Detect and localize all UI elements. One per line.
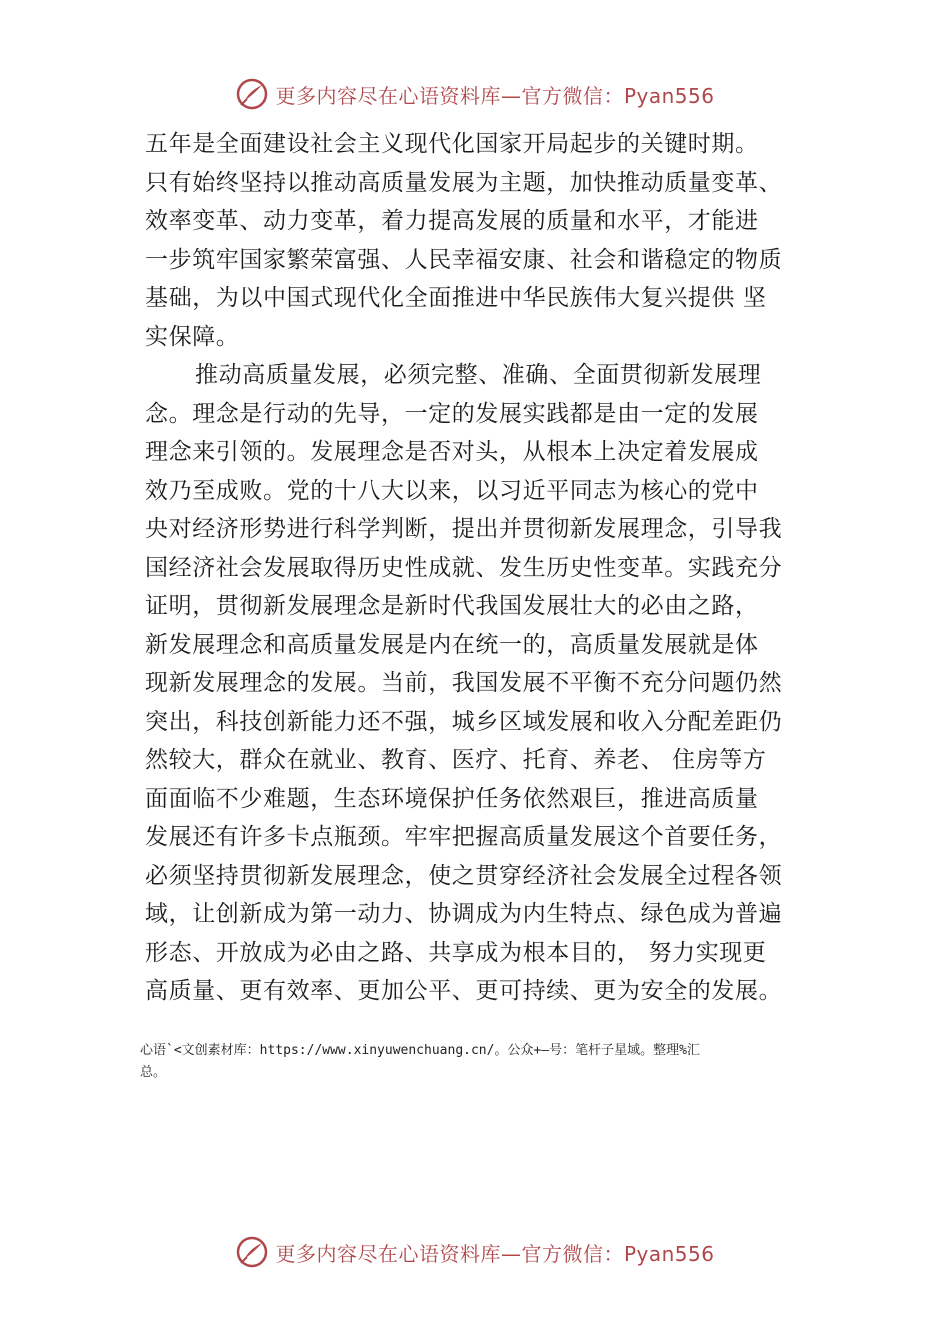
footer-banner xyxy=(0,1230,950,1274)
text-line: 基础，为以中国式现代化全面推进中华民族伟大复兴提供 坚 xyxy=(145,285,767,311)
text-line: 新发展理念和高质量发展是内在统一的，高质量发展就是体 xyxy=(145,631,759,658)
source-note xyxy=(140,1040,830,1084)
text-line: 效率变革、动力变革，着力提高发展的质量和水平，才能进 xyxy=(145,208,759,234)
paragraph-1 xyxy=(145,125,835,356)
header-banner xyxy=(0,72,950,116)
text-line: 形态、开放成为必由之路、共享成为根本目的， 努力实现更 xyxy=(145,939,767,966)
text-line: 五年是全面建设社会主义现代化国家开局起步的关键时期。 xyxy=(145,131,759,157)
text-line: 推动高质量发展，必须完整、准确、全面贯彻新发展理 xyxy=(195,362,762,388)
text-line: 只有始终坚持以推动高质量发展为主题，加快推动质量变革、 xyxy=(145,169,783,196)
banner-text: 更多内容尽在心语资料库—官方微信：Pyan556 xyxy=(275,1241,715,1266)
text-line: 实保障。 xyxy=(145,323,240,350)
text-line: 然较大，群众在就业、教育、医疗、托育、养老、 住房等方 xyxy=(145,747,767,773)
document-body xyxy=(145,125,835,1011)
text-line: 效乃至成败。党的十八大以来，以习近平同志为核心的党中 xyxy=(145,477,759,504)
text-line: 一步筑牢国家繁荣富强、人民幸福安康、社会和谐稳定的物质 xyxy=(145,246,783,273)
text-line: 域，让创新成为第一动力、协调成为内生特点、绿色成为普遍 xyxy=(145,901,783,927)
text-line: 证明，贯彻新发展理念是新时代我国发展壮大的必由之路， xyxy=(145,593,759,619)
text-line: 高质量、更有效率、更加公平、更可持续、更为安全的发展。 xyxy=(145,978,783,1004)
banner-text: 更多内容尽在心语资料库—官方微信：Pyan556 xyxy=(275,83,715,108)
text-line: 央对经济形势进行科学判断，提出并贯彻新发展理念，引导我 xyxy=(145,516,783,542)
source-note-line: 心语`<文创素材库：https://www.xinyuwenchuang.cn/。公众+—号：笔杆子星域。整理%汇 xyxy=(140,1043,700,1058)
text-line: 现新发展理念的发展。当前，我国发展不平衡不充分问题仍然 xyxy=(145,670,783,696)
text-line: 国经济社会发展取得历史性成就、发生历史性变革。实践充分 xyxy=(145,554,783,581)
text-line: 发展还有许多卡点瓶颈。牢牢把握高质量发展这个首要任务， xyxy=(145,824,783,850)
source-note-line: 总。 xyxy=(140,1065,167,1080)
paragraph-2 xyxy=(145,356,835,1011)
quill-circle-logo-icon xyxy=(235,1235,269,1269)
text-line: 突出，科技创新能力还不强，城乡区域发展和收入分配差距仍 xyxy=(145,708,783,735)
text-line: 面面临不少难题，生态环境保护任务依然艰巨，推进高质量 xyxy=(145,785,759,812)
text-line: 必须坚持贯彻新发展理念，使之贯穿经济社会发展全过程各领 xyxy=(145,862,783,889)
text-line: 念。理念是行动的先导，一定的发展实践都是由一定的发展 xyxy=(145,400,759,427)
quill-circle-logo-icon xyxy=(235,77,269,111)
text-line: 理念来引领的。发展理念是否对头，从根本上决定着发展成 xyxy=(145,439,759,465)
